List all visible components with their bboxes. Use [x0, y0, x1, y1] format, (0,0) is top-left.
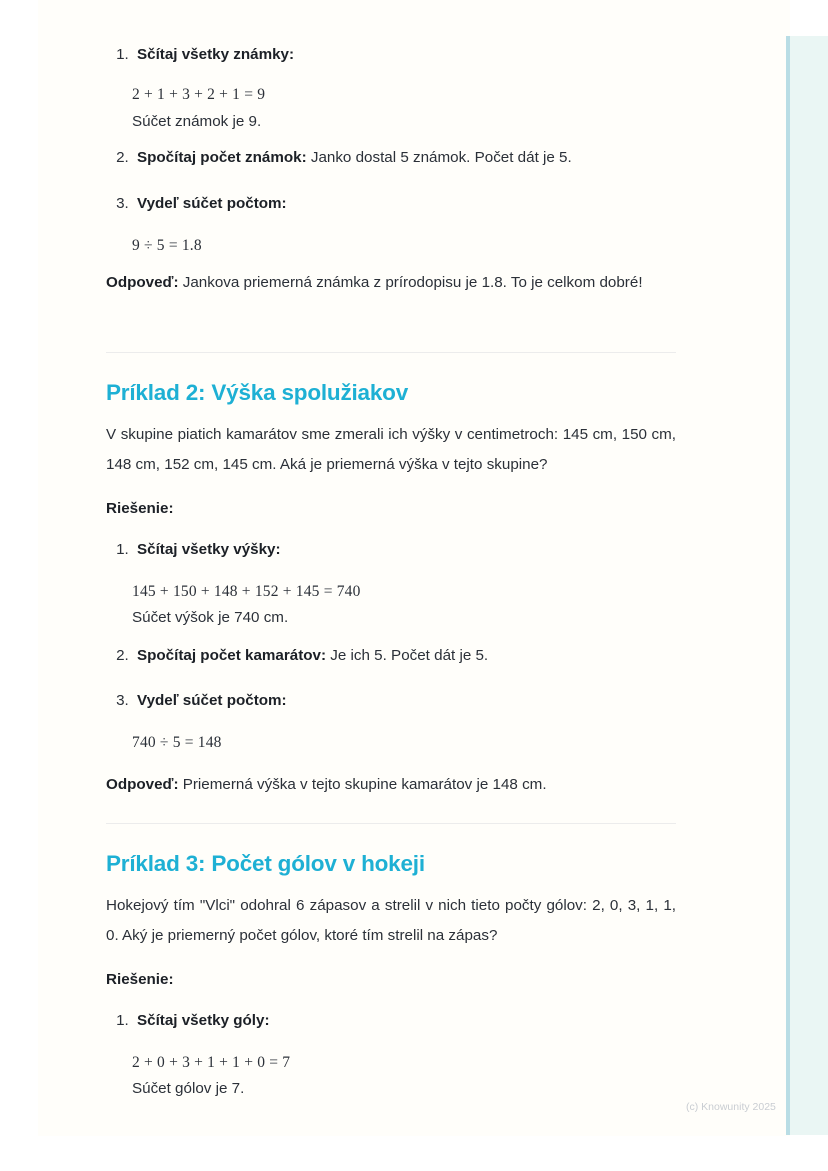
step-lead: Spočítaj počet známok:: [137, 149, 307, 166]
example-3-step-1-math: [132, 1050, 290, 1076]
example-2-step-1-list: [106, 535, 703, 565]
answer-text: Jankova priemerná známka z prírodopisu je 1.8. To je celkom dobré!: [178, 274, 643, 291]
decorative-side-band: [786, 36, 828, 1135]
math-expression: 740 ÷ 5 = 148: [132, 734, 222, 751]
step-lead: Vydeľ súčet počtom:: [137, 195, 287, 212]
example-1-step-1-note: [132, 108, 261, 135]
step-rest: Je ich 5. Počet dát je 5.: [326, 647, 489, 664]
example-2-step-1-math: [132, 579, 361, 605]
example-2-answer: [106, 770, 676, 800]
example-3-title: Príklad 3: Počet gólov v hokeji: [106, 851, 425, 876]
note-text: Súčet gólov je 7.: [132, 1080, 245, 1097]
document-sheet: [38, 0, 790, 1136]
list-item: [133, 189, 703, 219]
note-text: Súčet výšok je 740 cm.: [132, 609, 289, 626]
solution-label-text: Riešenie:: [106, 500, 174, 517]
copyright-watermark: (c) Knowunity 2025: [686, 1101, 776, 1113]
answer-text: Priemerná výška v tejto skupine kamarátov je 148 cm.: [178, 776, 547, 793]
example-1-answer: [106, 268, 676, 298]
example-2-step-1-note: [132, 604, 288, 631]
list-item: [133, 535, 703, 565]
example-1-step-3-list: [106, 189, 703, 219]
step-rest: Janko dostal 5 známok. Počet dát je 5.: [306, 149, 572, 166]
list-item: [133, 641, 703, 671]
example-3-step-1-note: [132, 1075, 244, 1102]
step-lead: Sčítaj všetky góly:: [137, 1012, 270, 1029]
answer-label: Odpoveď:: [106, 274, 179, 291]
math-expression: 9 ÷ 5 = 1.8: [132, 237, 202, 254]
math-expression: 2 + 0 + 3 + 1 + 1 + 0 = 7: [132, 1054, 291, 1071]
example-3-step-1-list: [106, 1006, 703, 1036]
step-lead: Spočítaj počet kamarátov:: [137, 647, 327, 664]
decorative-side-band-edge: [786, 36, 790, 1135]
list-item: [133, 143, 703, 173]
list-item: [133, 686, 703, 716]
example-1-step-1-math: [132, 82, 265, 108]
list-item: [133, 40, 703, 70]
solution-label-text: Riešenie:: [106, 971, 174, 988]
section-divider-2: [106, 823, 676, 824]
note-text: Súčet známok je 9.: [132, 113, 262, 130]
example-1-step-2-list: [106, 143, 703, 173]
example-1-step-1-list: [106, 40, 703, 70]
example-2-title: Príklad 2: Výška spolužiakov: [106, 380, 409, 405]
list-item: [133, 1006, 703, 1036]
example-2-step-2-list: [106, 641, 703, 671]
example-2-solution-label: [106, 494, 676, 524]
math-expression: 145 + 150 + 148 + 152 + 145 = 740: [132, 583, 361, 600]
step-lead: Sčítaj všetky výšky:: [137, 541, 281, 558]
example-3-intro: Hokejový tím "Vlci" odohral 6 zápasov a strelil v nich tieto počty gólov: 2, 0, 3, 1, 1, 0. Aký je priemerný počet gólov, ktoré tím strelil na zápas?: [106, 897, 676, 944]
example-2-step-3-math: [132, 730, 222, 756]
section-divider-1: [106, 352, 676, 353]
example-2-intro: V skupine piatich kamarátov sme zmerali ich výšky v centimetroch: 145 cm, 150 cm, 148 cm, 152 cm, 145 cm. Aká je priemerná výška v tejto skupine?: [106, 426, 676, 473]
example-1-step-3-math: [132, 233, 202, 259]
step-lead: Sčítaj všetky známky:: [137, 46, 295, 63]
math-expression: 2 + 1 + 3 + 2 + 1 = 9: [132, 86, 266, 103]
example-3-solution-label: [106, 965, 676, 995]
answer-label: Odpoveď:: [106, 776, 179, 793]
step-lead: Vydeľ súčet počtom:: [137, 692, 287, 709]
example-2-step-3-list: [106, 686, 703, 716]
